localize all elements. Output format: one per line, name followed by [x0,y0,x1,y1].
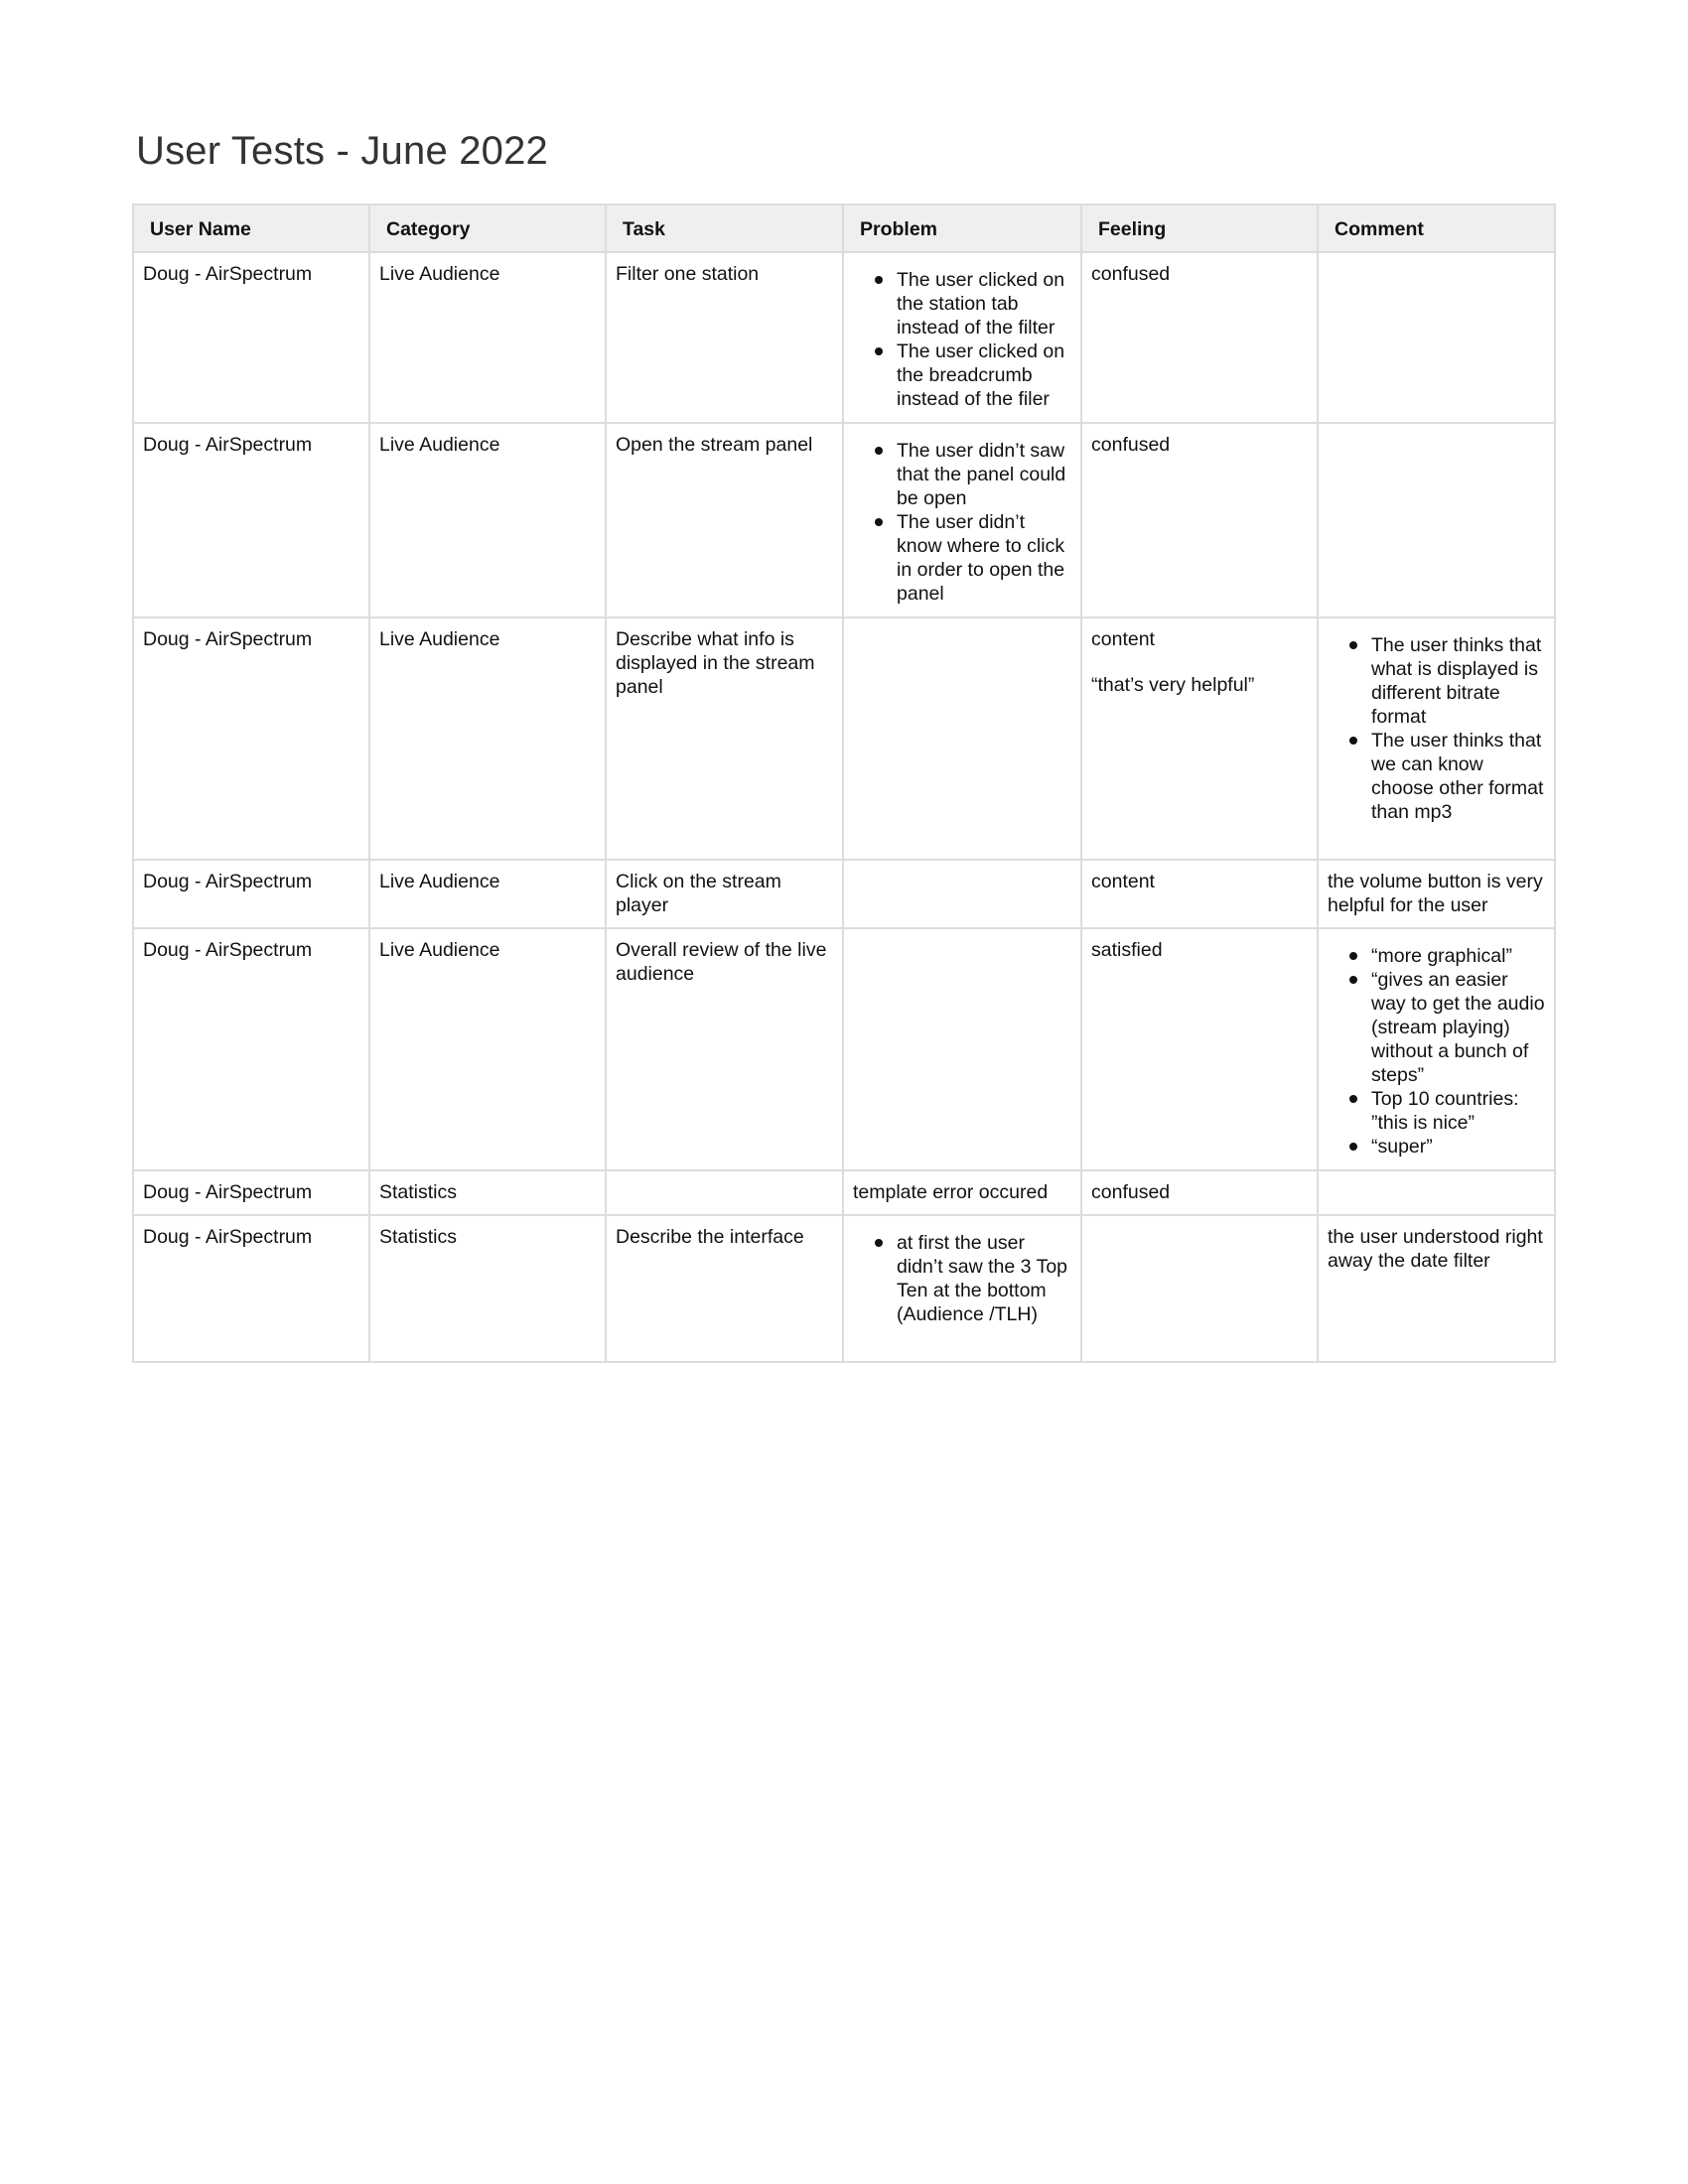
cell-user: Doug - AirSpectrum [133,617,369,860]
cell-problem [843,1215,1081,1362]
column-header-category: Category [369,205,606,252]
cell-category: Statistics [369,1170,606,1215]
cell-user: Doug - AirSpectrum [133,423,369,617]
cell-user: Doug - AirSpectrum [133,928,369,1170]
cell-problem [843,423,1081,617]
cell-comment: the user understood right away the date filter [1318,1215,1555,1362]
table-row [133,1170,1555,1215]
feeling-text: content [1091,628,1155,650]
cell-task: Click on the stream player [606,860,843,928]
cell-comment [1318,423,1555,617]
cell-category: Statistics [369,1215,606,1362]
cell-user: Doug - AirSpectrum [133,1170,369,1215]
column-header-feeling: Feeling [1081,205,1318,252]
cell-category: Live Audience [369,423,606,617]
list-item: “gives an easier way to get the audio (stream playing) without a bunch of steps” [1371,969,1545,1086]
cell-problem [843,860,1081,928]
table-row [133,617,1555,860]
cell-feeling [1081,617,1318,860]
column-header-comment: Comment [1318,205,1555,252]
column-header-task: Task [606,205,843,252]
table-header-row [133,205,1555,252]
feeling-quote: “that’s very helpful” [1091,674,1255,696]
cell-feeling [1081,1215,1318,1362]
cell-task: Describe the interface [606,1215,843,1362]
cell-category: Live Audience [369,252,606,423]
cell-user: Doug - AirSpectrum [133,252,369,423]
cell-user: Doug - AirSpectrum [133,860,369,928]
cell-task: Overall review of the live audience [606,928,843,1170]
cell-comment [1318,928,1555,1170]
cell-category: Live Audience [369,617,606,860]
cell-user: Doug - AirSpectrum [133,1215,369,1362]
comment-list [1328,944,1545,1159]
list-item: The user thinks that what is displayed is different bitrate format [1371,633,1545,729]
list-item: The user didn’t know where to click in order to open the panel [897,510,1071,606]
column-header-problem: Problem [843,205,1081,252]
problem-list [853,1231,1071,1326]
comment-list [1328,633,1545,824]
cell-feeling: confused [1081,423,1318,617]
cell-category: Live Audience [369,860,606,928]
user-tests-table [132,204,1556,1363]
cell-feeling: content [1081,860,1318,928]
cell-comment: the volume button is very helpful for the user [1318,860,1555,928]
problem-list [853,268,1071,411]
cell-comment [1318,1170,1555,1215]
list-item: The user clicked on the breadcrumb instead of the filer [897,340,1071,411]
list-item: The user didn’t saw that the panel could be open [897,439,1071,510]
cell-feeling: confused [1081,252,1318,423]
table-row [133,860,1555,928]
column-header-user-name: User Name [133,205,369,252]
problem-list [853,439,1071,606]
list-item: “super” [1371,1135,1545,1159]
cell-problem: template error occured [843,1170,1081,1215]
table-row [133,1215,1555,1362]
table-row [133,928,1555,1170]
list-item: The user thinks that we can know choose other format than mp3 [1371,730,1544,823]
cell-problem [843,617,1081,860]
cell-task [606,1170,843,1215]
cell-feeling: satisfied [1081,928,1318,1170]
cell-task: Open the stream panel [606,423,843,617]
list-item: “more graphical” [1371,944,1545,968]
list-item: The user clicked on the station tab instead of the filter [897,268,1071,340]
table-row [133,252,1555,423]
table-row [133,423,1555,617]
cell-problem [843,928,1081,1170]
cell-comment [1318,252,1555,423]
cell-comment [1318,617,1555,860]
cell-task: Filter one station [606,252,843,423]
list-item: at first the user didn’t saw the 3 Top Ten at the bottom (Audience /TLH) [897,1231,1071,1326]
cell-problem [843,252,1081,423]
cell-task: Describe what info is displayed in the stream panel [606,617,843,860]
list-item: Top 10 countries: ”this is nice” [1371,1087,1545,1135]
cell-category: Live Audience [369,928,606,1170]
cell-feeling: confused [1081,1170,1318,1215]
page-title: User Tests - June 2022 [136,129,548,173]
